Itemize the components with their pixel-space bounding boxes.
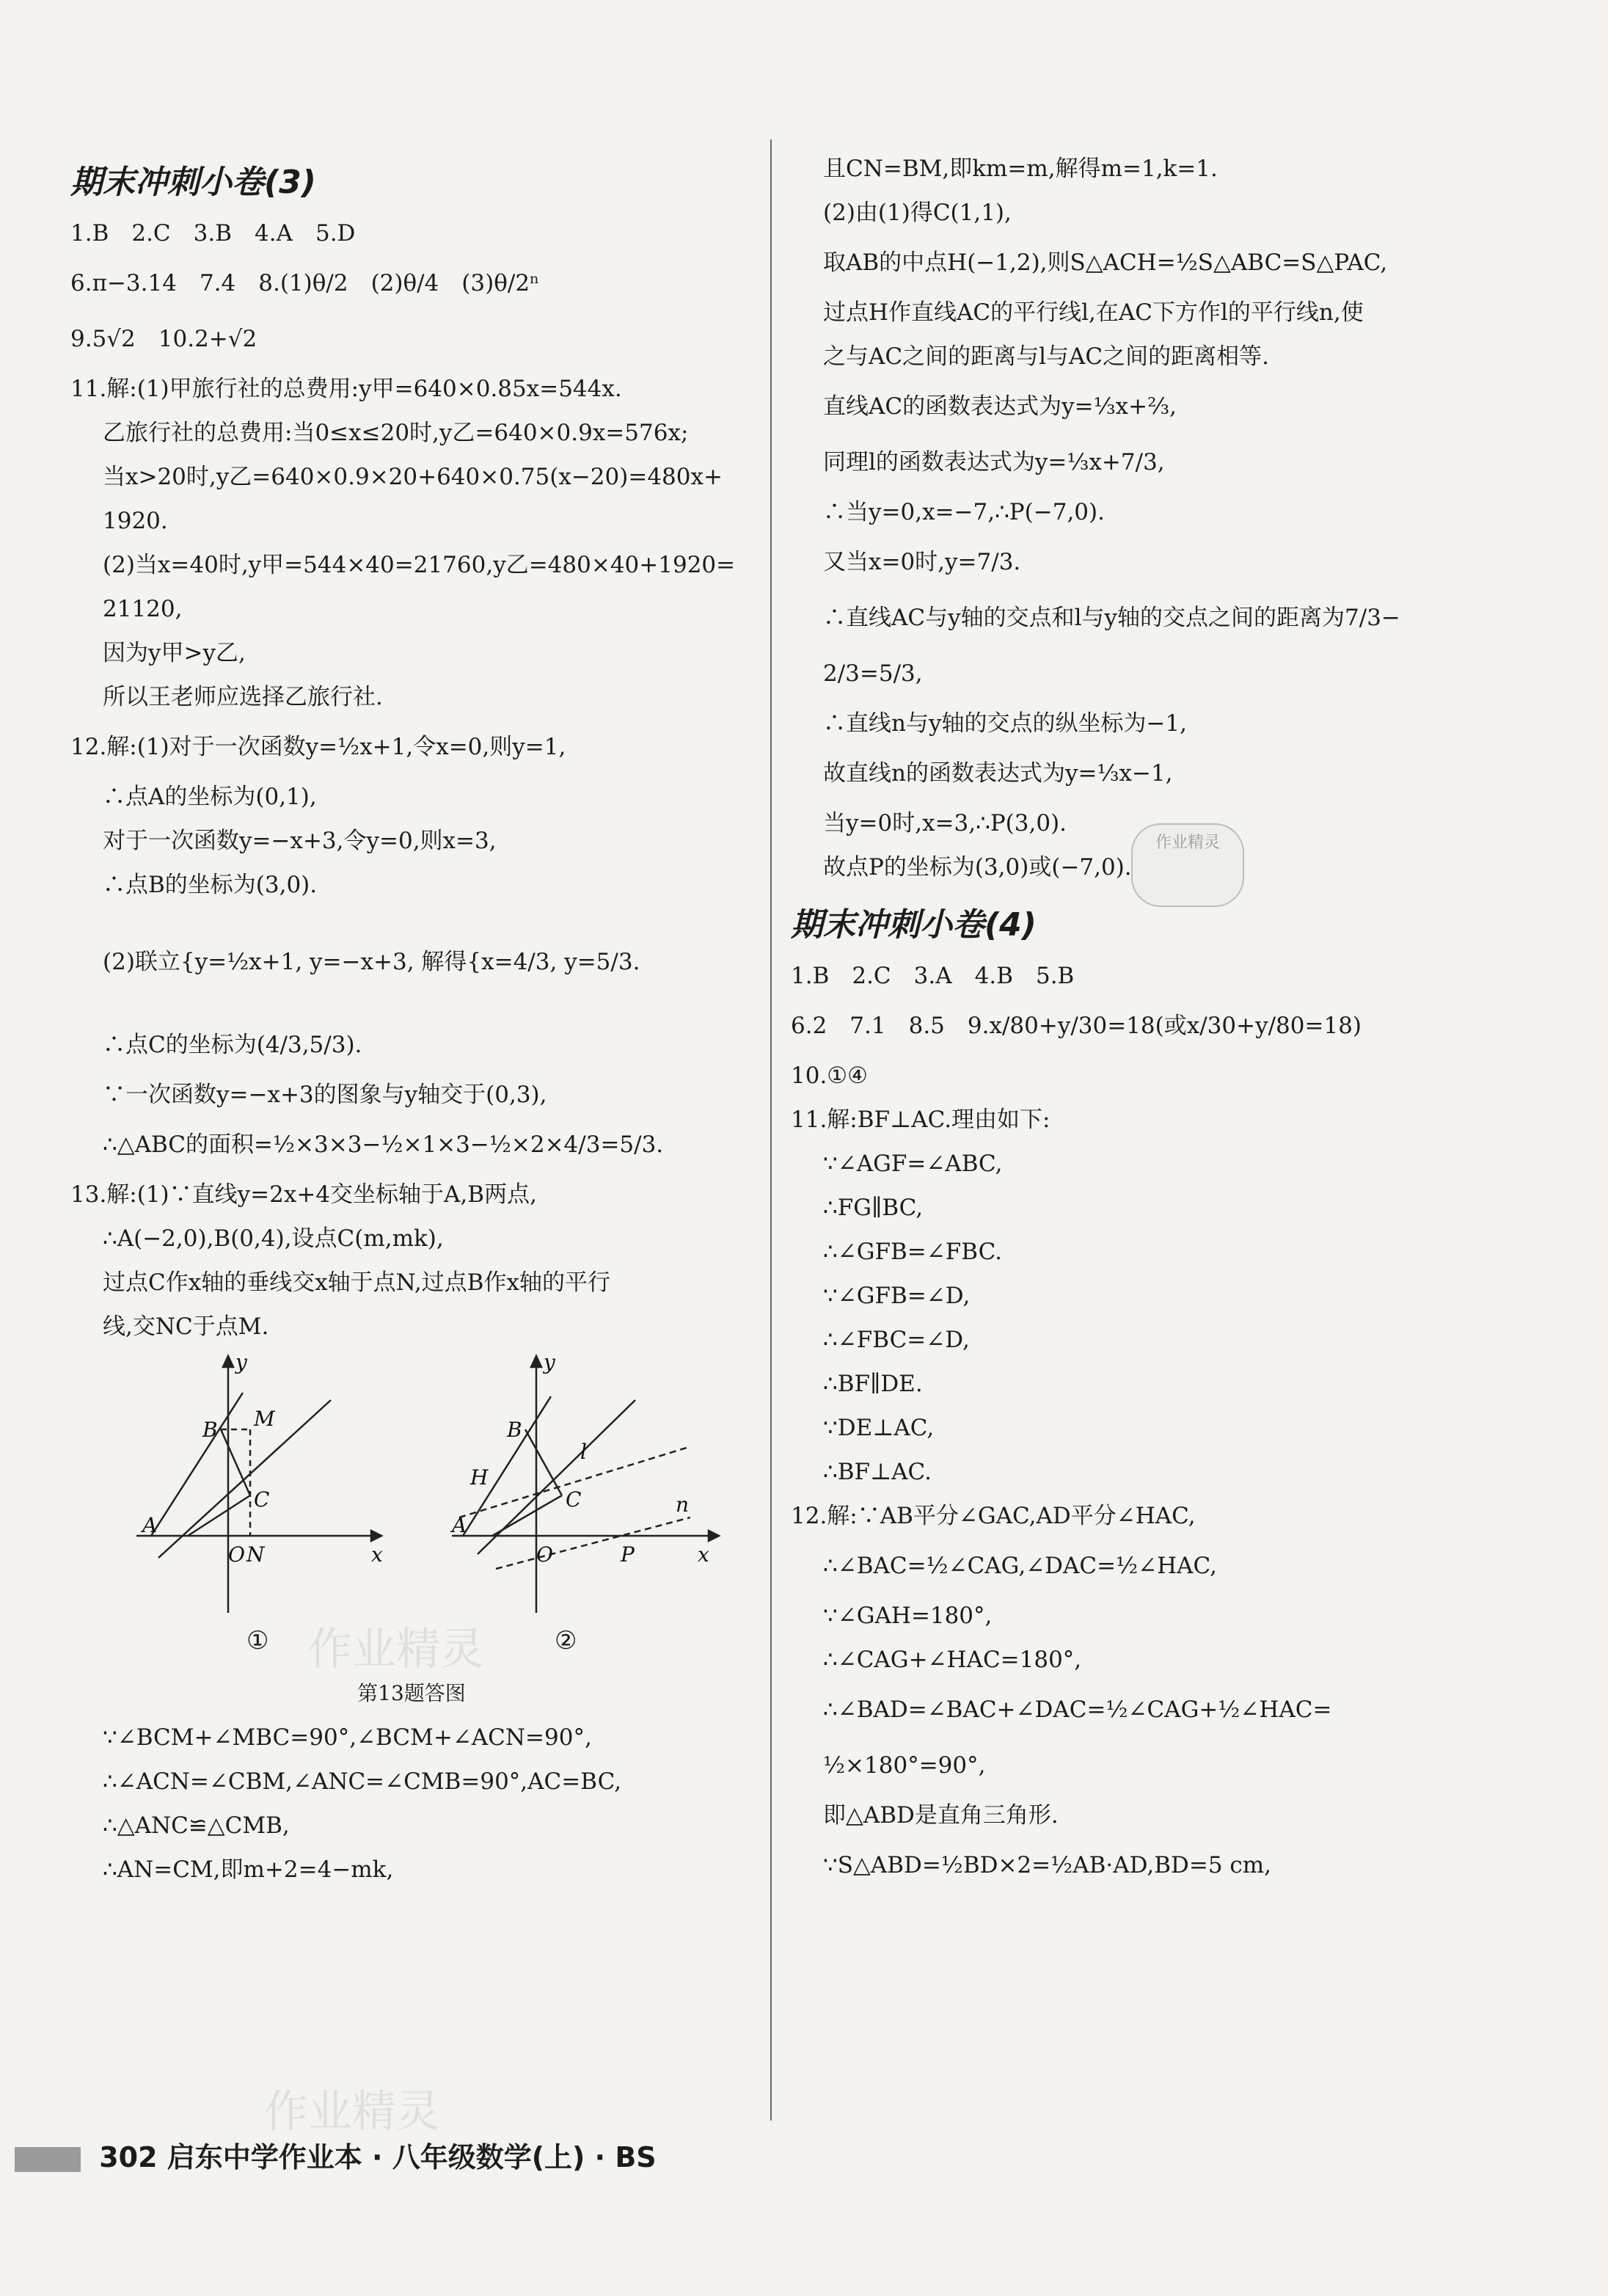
answer-line: 又当x=0时,y=7/3. — [823, 549, 1021, 575]
answer-line: 13.解:(1)∵直线y=2x+4交坐标轴于A,B两点, — [70, 1181, 537, 1208]
page-number: 302 — [99, 2141, 158, 2173]
answer-line: ∴BF∥DE. — [823, 1371, 923, 1397]
answer-line: ∴∠BAD=∠BAC+∠DAC=½∠CAG+½∠HAC= — [823, 1697, 1332, 1723]
footer-bar — [15, 2147, 81, 2172]
answer-line: ∴当y=0,x=−7,∴P(−7,0). — [823, 499, 1105, 525]
answer-line: ∵∠AGF=∠ABC, — [823, 1151, 1003, 1177]
answer-line: 当x>20时,y乙=640×0.9×20+640×0.75(x−20)=480x+ — [103, 464, 723, 490]
answer-line: 过点C作x轴的垂线交x轴于点N,过点B作x轴的平行 — [103, 1269, 610, 1296]
answer-line: ∴∠GFB=∠FBC. — [823, 1239, 1003, 1265]
answer-line: ∴∠BAC=½∠CAG,∠DAC=½∠HAC, — [823, 1553, 1218, 1579]
right-column — [791, 147, 1527, 1893]
answer-line: ∴BF⊥AC. — [823, 1459, 932, 1485]
answer-line: ∴直线n与y轴的交点的纵坐标为−1, — [823, 710, 1188, 737]
figure-13 — [70, 1349, 753, 1672]
answer-line: 所以王老师应选择乙旅行社. — [103, 684, 383, 710]
fig2-point-label: l — [580, 1440, 587, 1464]
fig2-point-label: O — [536, 1542, 553, 1567]
answer-line: ∴A(−2,0),B(0,4),设点C(m,mk), — [103, 1225, 444, 1252]
answer-line: 2/3=5/3, — [823, 660, 923, 687]
answer-line: ∴点A的坐标为(0,1), — [103, 784, 317, 810]
fig1-point-label: y — [235, 1350, 247, 1374]
answer-line: 10.①④ — [791, 1063, 868, 1089]
answer-line: ∴点B的坐标为(3,0). — [103, 872, 318, 898]
watermark: 作业精灵 — [308, 1624, 484, 1675]
answer-line: 直线AC的函数表达式为y=⅓x+⅔, — [823, 393, 1177, 420]
answer-line: 且CN=BM,即km=m,解得m=1,k=1. — [823, 156, 1218, 182]
fig2-point-label: x — [698, 1542, 709, 1567]
fig2-point-label: A — [452, 1513, 467, 1537]
answer-line: 乙旅行社的总费用:当0≤x≤20时,y乙=640×0.9x=576x; — [103, 420, 689, 446]
answer-line: 11.解:(1)甲旅行社的总费用:y甲=640×0.85x=544x. — [70, 376, 622, 402]
answer-line: ∴AN=CM,即m+2=4−mk, — [103, 1856, 394, 1883]
answer-line: 即△ABD是直角三角形. — [823, 1802, 1059, 1829]
answer-line: ∴△ABC的面积=½×3×3−½×1×3−½×2×4/3=5/3. — [103, 1131, 664, 1158]
answer-line: 12.解:∵AB平分∠GAC,AD平分∠HAC, — [791, 1503, 1196, 1529]
fig1-point-label: O — [228, 1542, 245, 1567]
fig2-point-label: P — [621, 1542, 635, 1567]
answer-line: ∵S△ABD=½BD×2=½AB·AD,BD=5 cm, — [823, 1852, 1272, 1878]
answer-line: ∵∠BCM+∠MBC=90°,∠BCM+∠ACN=90°, — [103, 1724, 592, 1751]
fig2-point-label: n — [676, 1493, 690, 1517]
figure-1-label: ① — [246, 1626, 269, 1655]
answer-line: 故直线n的函数表达式为y=⅓x−1, — [823, 760, 1173, 787]
answer-line: 1920. — [103, 508, 168, 534]
answer-line: ½×180°=90°, — [823, 1752, 986, 1779]
section-title: 期末冲刺小卷(4) — [791, 906, 1037, 944]
fig1-point-label: B — [202, 1418, 218, 1442]
answer-line: 同理l的函数表达式为y=⅓x+7/3, — [823, 449, 1165, 475]
answer-line: 过点H作直线AC的平行线l,在AC下方作l的平行线n,使 — [823, 299, 1364, 326]
answer-line: 故点P的坐标为(3,0)或(−7,0). — [823, 854, 1132, 881]
page-footer — [15, 2128, 748, 2187]
fig1-point-label: x — [371, 1542, 383, 1567]
answer-line: ∵DE⊥AC, — [823, 1415, 935, 1441]
answer-line: ∴∠ACN=∠CBM,∠ANC=∠CMB=90°,AC=BC, — [103, 1768, 622, 1795]
answer-line: ∵一次函数y=−x+3的图象与y轴交于(0,3), — [103, 1082, 547, 1108]
answer-line: ∵∠GFB=∠D, — [823, 1283, 971, 1309]
fig1-point-label: A — [142, 1513, 158, 1537]
answer-line: 6.π−3.14 7.4 8.(1)θ/2 (2)θ/4 (3)θ/2ⁿ — [70, 270, 540, 296]
answer-line: 21120, — [103, 596, 183, 622]
watermark: 作业精灵 — [264, 2086, 440, 2138]
fig2-point-label: y — [544, 1350, 555, 1374]
column-divider — [770, 139, 772, 2121]
answer-line: 9.5√2 10.2+√2 — [70, 326, 257, 352]
answer-line: 6.2 7.1 8.5 9.x/80+y/30=18(或x/30+y/80=18) — [791, 1013, 1362, 1039]
fig2-point-label: H — [470, 1465, 489, 1490]
answer-line: 1.B 2.C 3.A 4.B 5.B — [791, 963, 1075, 989]
book-title: 启东中学作业本 · 八年级数学(上) · BS — [167, 2141, 657, 2173]
answer-line: (2)联立{y=½x+1, y=−x+3, 解得{x=4/3, y=5/3. — [103, 949, 640, 975]
fig1-point-label: M — [254, 1407, 275, 1431]
fig2-point-label: C — [566, 1487, 582, 1512]
answer-line: 1.B 2.C 3.B 4.A 5.D — [70, 220, 356, 247]
answer-line: (2)当x=40时,y甲=544×40=21760,y乙=480×40+1920= — [103, 552, 736, 578]
answer-line: ∴∠FBC=∠D, — [823, 1327, 970, 1353]
answer-line: ∵∠GAH=180°, — [823, 1603, 993, 1629]
figure-13-diagrams — [70, 1349, 753, 1628]
answer-line: 线,交NC于点M. — [103, 1313, 269, 1340]
answer-line: ∴△ANC≌△CMB, — [103, 1812, 290, 1839]
answer-line: ∴直线AC与y轴的交点和l与y轴的交点之间的距离为7/3− — [823, 605, 1400, 631]
figure-caption: 第13题答图 — [357, 1681, 466, 1705]
answer-line: 取AB的中点H(−1,2),则S△ACH=½S△ABC=S△PAC, — [823, 249, 1388, 276]
fig2-point-label: B — [507, 1418, 522, 1442]
answer-line: ∴FG∥BC, — [823, 1195, 924, 1221]
left-column — [70, 147, 753, 1892]
answer-line: ∴∠CAG+∠HAC=180°, — [823, 1647, 1082, 1673]
answer-line: 对于一次函数y=−x+3,令y=0,则x=3, — [103, 828, 497, 854]
answer-line: 当y=0时,x=3,∴P(3,0). — [823, 810, 1067, 837]
fig1-point-label: C — [254, 1487, 270, 1512]
answer-line: 因为y甲>y乙, — [103, 640, 246, 666]
answer-line: 11.解:BF⊥AC.理由如下: — [791, 1107, 1050, 1133]
answer-line: (2)由(1)得C(1,1), — [823, 200, 1012, 226]
answer-line: 12.解:(1)对于一次函数y=½x+1,令x=0,则y=1, — [70, 734, 566, 760]
watermark-stamp: 作业精灵 — [1131, 823, 1244, 907]
fig1-point-label: N — [246, 1542, 265, 1567]
answer-line: ∴点C的坐标为(4/3,5/3). — [103, 1032, 362, 1058]
section-title: 期末冲刺小卷(3) — [70, 164, 316, 201]
answer-line: 之与AC之间的距离与l与AC之间的距离相等. — [823, 343, 1269, 370]
figure-2-label: ② — [555, 1626, 577, 1655]
